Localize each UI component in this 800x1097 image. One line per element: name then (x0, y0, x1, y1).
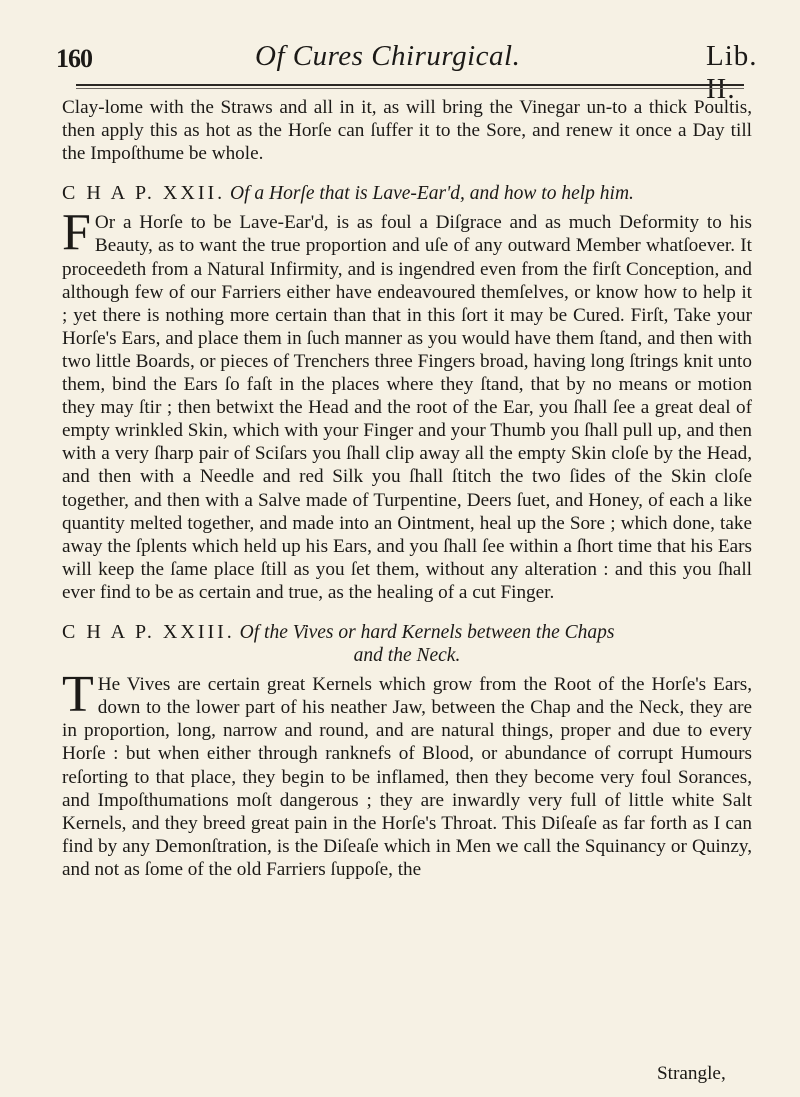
page-number: 160 (56, 44, 92, 73)
chapter-22-drop-cap: F (62, 204, 91, 262)
running-head: Of Cures Chirurgical. (255, 40, 521, 72)
page-header (40, 20, 760, 105)
chapter-22-text: Or a Horſe to be Lave-Ear'd, is as foul a Diſgrace and as much Deformity to his Beauty, as to want the true proportion and uſe of any outward Member whatſoever. It proceedeth from a Natural Infirmity, and is ingendred even from the firſt Conception, and although few of our Farriers either have endeavoured themſelves, or know how to help it ; yet there is nothing more certain than that in this ſort it may be Cured. Firſt, Take your Horſe's Ears, and place them in ſuch manner as you would have them ſtand, and then with two little Boards, or pieces of Trenchers three Fingers broad, having long ſtrings knit unto them, bind the Ears ſo faſt in the places where they ſtand, that by no means or motion they may ſtir ; then betwixt the Head and the root of the Ear, you ſhall ſee a great deal of empty wrinkled Skin, which with your Finger and your Thumb you ſhall pull up, and then with a very ſharp pair of Sciſars you ſhall clip away all the empty Skin cloſe by the Head, and then with a Needle and red Silk you ſhall ſtitch the two ſides of the Skin cloſe together, and then with a Salve made of Turpentine, Deers ſuet, and Honey, of each a like quantity melted together, and made into an Ointment, heal up the Sore ; which done, take away the ſplents which held up his Ears, and you ſhall ſee within a ſhort time that his Ears will keep the ſame place ſtill as you ſet them, without any alteration : and this you ſhall ever find to be as certain and true, as the healing of a cut Finger. (62, 212, 752, 603)
intro-paragraph: Clay-lome with the Straws and all in it, as will bring the Vinegar un-to a thick Poultis, then apply this as hot as the Horſe can ſuffer it to the Sore, and renew it once a Day till the Impoſthume be whole. (62, 97, 752, 165)
chapter-23-heading (62, 621, 752, 667)
header-rule (76, 84, 744, 86)
catchword: Strangle, (657, 1063, 726, 1084)
body-text (62, 96, 752, 881)
chapter-22-label: C H A P. XXII. (62, 182, 226, 205)
chapter-23-title-line2: and the Neck. (353, 645, 461, 667)
chapter-22-title: Of a Horſe that is Lave-Ear'd, and how to help him. (230, 183, 634, 205)
chapter-23-title-line1: Of the Vives or hard Kernels between the Chaps (239, 621, 615, 643)
book-reference: Lib. II. (706, 40, 758, 105)
chapter-23-text: He Vives are certain great Kernels which grow from the Root of the Horſe's Ears, down to the lower part of his neather Jaw, between the Chap and the Neck, they are in proportion, long, narrow and round, and are natural things, proper and due to every Horſe : but when either through ranknefs of Blood, or abundance of corrupt Humours reſorting to that place, they begin to be inflamed, then they become very foul Sorances, and Impoſthumations moſt dangerous ; they are inwardly very full of little white Salt Kernels, and they breed great pain in the Horſe's Throat. This Diſeaſe as far forth as I can find by any Demonſtration, is the Diſeaſe which in Men we call the Squinancy or Quinzy, and not as ſome of the old Farriers ſuppoſe, the (62, 674, 752, 880)
chapter-22-paragraph (62, 204, 752, 604)
chapter-22-heading (62, 182, 752, 205)
chapter-23-label: C H A P. XXIII. (62, 620, 235, 643)
chapter-23-paragraph (62, 666, 752, 881)
header-rule-thin (76, 88, 744, 89)
chapter-23-drop-cap: T (62, 666, 94, 724)
